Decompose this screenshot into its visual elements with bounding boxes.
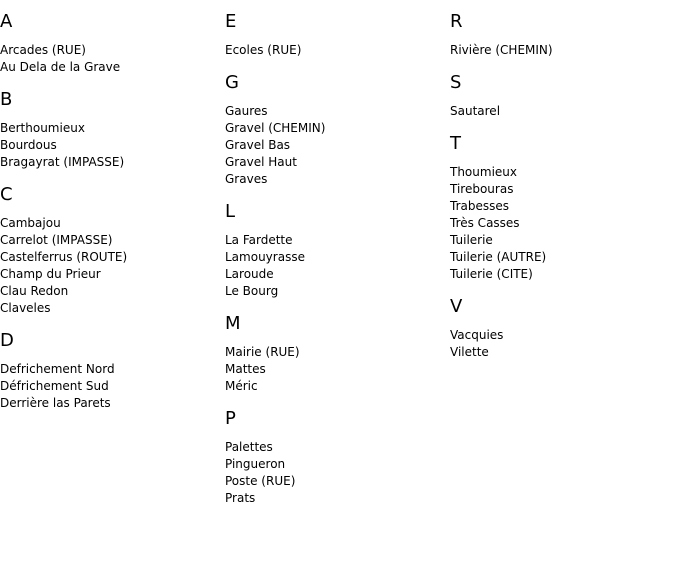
street-link[interactable]: Au Dela de la Grave	[0, 60, 121, 74]
street-link[interactable]: Berthoumieux	[0, 121, 85, 135]
street-link[interactable]: Sautarel	[450, 104, 501, 118]
street-link[interactable]: Bragayrat (IMPASSE)	[0, 155, 125, 169]
index-column	[450, 0, 670, 375]
street-list	[450, 103, 670, 120]
street-link[interactable]: Poste (RUE)	[225, 474, 296, 488]
letter-section	[225, 202, 445, 300]
letter-section	[450, 73, 670, 120]
street-link[interactable]: Laroude	[225, 267, 274, 281]
street-link[interactable]: Gravel (CHEMIN)	[225, 121, 326, 135]
street-link[interactable]: Lamouyrasse	[225, 250, 305, 264]
letter-section	[0, 90, 220, 171]
street-link[interactable]: Clau Redon	[0, 284, 69, 298]
letter-heading: E	[225, 11, 237, 32]
street-link[interactable]: Mairie (RUE)	[225, 345, 300, 359]
letter-section	[450, 134, 670, 283]
street-link[interactable]: Ecoles (RUE)	[225, 43, 302, 57]
street-link[interactable]: Prats	[225, 491, 256, 505]
street-link[interactable]: Castelferrus (ROUTE)	[0, 250, 128, 264]
street-link[interactable]: Gravel Bas	[225, 138, 291, 152]
street-link[interactable]: Cambajou	[0, 216, 61, 230]
street-link[interactable]: Pingueron	[225, 457, 286, 471]
street-link[interactable]: Palettes	[225, 440, 273, 454]
letter-heading: B	[0, 89, 13, 110]
letter-section	[0, 185, 220, 317]
street-link[interactable]: Gravel Haut	[225, 155, 297, 169]
street-list	[450, 164, 670, 283]
letter-heading: M	[225, 313, 241, 334]
street-link[interactable]: Vacquies	[450, 328, 504, 342]
street-link[interactable]: La Fardette	[225, 233, 293, 247]
street-link[interactable]: Vilette	[450, 345, 489, 359]
street-list	[0, 42, 220, 76]
street-link[interactable]: Graves	[225, 172, 268, 186]
street-link[interactable]: Thoumieux	[450, 165, 517, 179]
letter-heading: A	[0, 11, 13, 32]
index-column	[225, 0, 445, 521]
street-link[interactable]: Mattes	[225, 362, 266, 376]
street-link[interactable]: Tuilerie (CITE)	[450, 267, 533, 281]
letter-section	[225, 409, 445, 507]
street-link[interactable]: Méric	[225, 379, 258, 393]
street-list	[0, 361, 220, 412]
street-link[interactable]: Defrichement Nord	[0, 362, 115, 376]
letter-heading: C	[0, 184, 13, 205]
street-link[interactable]: Très Casses	[450, 216, 520, 230]
letter-heading: L	[225, 201, 236, 222]
letter-heading: G	[225, 72, 239, 93]
street-list	[0, 120, 220, 171]
street-list	[225, 344, 445, 395]
letter-section	[450, 12, 670, 59]
street-link[interactable]: Arcades (RUE)	[0, 43, 86, 57]
street-list	[0, 215, 220, 317]
street-link[interactable]: Tuilerie (AUTRE)	[450, 250, 547, 264]
street-link[interactable]: Bourdous	[0, 138, 57, 152]
street-link[interactable]: Rivière (CHEMIN)	[450, 43, 553, 57]
letter-heading: D	[0, 330, 14, 351]
street-link[interactable]: Tuilerie	[450, 233, 493, 247]
street-link[interactable]: Champ du Prieur	[0, 267, 101, 281]
street-link[interactable]: Derrière las Parets	[0, 396, 111, 410]
street-link[interactable]: Trabesses	[450, 199, 509, 213]
letter-section	[225, 73, 445, 188]
letter-section	[225, 314, 445, 395]
street-link[interactable]: Carrelot (IMPASSE)	[0, 233, 113, 247]
letter-section	[225, 12, 445, 59]
letter-heading: V	[450, 296, 463, 317]
street-list	[225, 439, 445, 507]
street-list	[225, 232, 445, 300]
street-link[interactable]: Le Bourg	[225, 284, 279, 298]
letter-section	[0, 12, 220, 76]
letter-heading: S	[450, 72, 462, 93]
street-link[interactable]: Gaures	[225, 104, 268, 118]
letter-heading: T	[450, 133, 461, 154]
letter-section	[450, 297, 670, 361]
street-list	[225, 103, 445, 188]
index-column	[0, 0, 220, 426]
letter-section	[0, 331, 220, 412]
street-list	[450, 42, 670, 59]
letter-heading: R	[450, 11, 463, 32]
street-link[interactable]: Tirebouras	[450, 182, 514, 196]
street-list	[450, 327, 670, 361]
street-link[interactable]: Défrichement Sud	[0, 379, 109, 393]
street-list	[225, 42, 445, 59]
street-link[interactable]: Claveles	[0, 301, 51, 315]
letter-heading: P	[225, 408, 236, 429]
